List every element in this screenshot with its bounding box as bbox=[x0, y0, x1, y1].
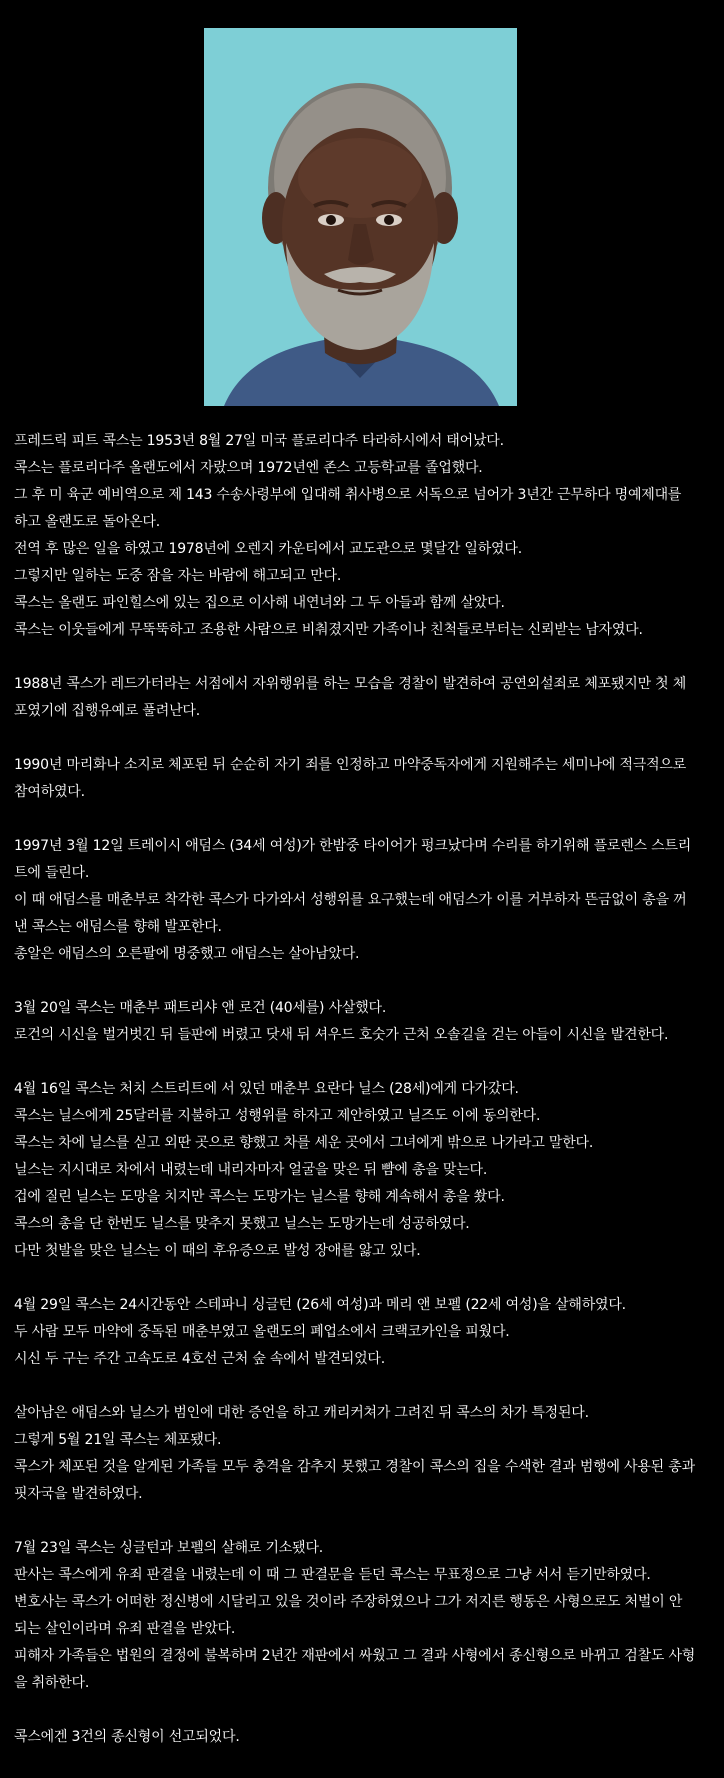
text-line: 4월 29일 콕스는 24시간동안 스테파니 싱글턴 (26세 여성)과 메리 앤 보펠 (22세 여성)을 살해하였다. bbox=[14, 1297, 626, 1313]
text-line: 콕스는 올랜도 파인힐스에 있는 집으로 이사해 내연녀와 그 두 아들과 함께 살았다. bbox=[14, 595, 505, 611]
text-line: 되는 살인이라며 유죄 판결을 받았다. bbox=[14, 1621, 236, 1637]
paragraph-arrest bbox=[14, 1400, 714, 1508]
text-line: 1990년 마리화나 소지로 체포된 뒤 순순히 자기 죄를 인정하고 마약중독자에게 지원해주는 세미나에 적극적으로 bbox=[14, 757, 687, 773]
text-line: 판사는 콕스에게 유죄 판결을 내렸는데 이 때 그 판결문을 듣던 콕스는 무표정으로 그냥 서서 듣기만하였다. bbox=[14, 1567, 651, 1583]
text-line: 을 취하한다. bbox=[14, 1675, 90, 1691]
text-line: 콕스에겐 3건의 종신형이 선고되었다. bbox=[14, 1729, 240, 1745]
text-line: 그렇게 5월 21일 콕스는 체포됐다. bbox=[14, 1432, 222, 1448]
paragraph-april-16 bbox=[14, 1076, 714, 1265]
paragraph-march-12 bbox=[14, 833, 714, 968]
text-line: 1988년 콕스가 레드가터라는 서점에서 자위행위를 하는 모습을 경찰이 발견하여 공연외설죄로 체포됐지만 첫 체 bbox=[14, 676, 687, 692]
text-line: 참여하였다. bbox=[14, 784, 85, 800]
text-line: 겁에 질린 닐스는 도망을 치지만 콕스는 도망가는 닐스를 향해 계속해서 총을 쐈다. bbox=[14, 1189, 505, 1205]
text-line: 낸 콕스는 애덤스를 향해 발포한다. bbox=[14, 919, 222, 935]
text-line: 콕스가 체포된 것을 알게된 가족들 모두 충격을 감추지 못했고 경찰이 콕스의 집을 수색한 결과 범행에 사용된 총과 bbox=[14, 1459, 695, 1475]
paragraph-1988 bbox=[14, 671, 714, 725]
paragraph-april-29 bbox=[14, 1292, 714, 1373]
text-line: 그렇지만 일하는 도중 잠을 자는 바람에 해고되고 만다. bbox=[14, 568, 342, 584]
text-line: 3월 20일 콕스는 매춘부 패트리샤 앤 로건 (40세를) 사살했다. bbox=[14, 1000, 387, 1016]
text-line: 다만 첫발을 맞은 닐스는 이 때의 후유증으로 발성 장애를 앓고 있다. bbox=[14, 1243, 421, 1259]
text-line: 하고 올랜도로 돌아온다. bbox=[14, 514, 160, 530]
text-line: 포였기에 집행유예로 풀려난다. bbox=[14, 703, 200, 719]
text-line: 이 때 애덤스를 매춘부로 착각한 콕스가 다가와서 성행위를 요구했는데 애덤스가 이를 거부하자 뜬금없이 총을 꺼 bbox=[14, 892, 687, 908]
text-line: 콕스는 닐스에게 25달러를 지불하고 성행위를 하자고 제안하였고 닐즈도 이에 동의한다. bbox=[14, 1108, 541, 1124]
text-line: 변호사는 콕스가 어떠한 정신병에 시달리고 있을 것이라 주장하였으나 그가 저지른 행동은 사형으로도 처벌이 안 bbox=[14, 1594, 683, 1610]
text-line: 1997년 3월 12일 트레이시 애덤스 (34세 여성)가 한밤중 타이어가 펑크났다며 수리를 하기위해 플로렌스 스트리 bbox=[14, 838, 692, 854]
text-line: 두 사람 모두 마약에 중독된 매춘부였고 올랜도의 폐업소에서 크랙코카인을 피웠다. bbox=[14, 1324, 510, 1340]
text-line: 로건의 시신을 벌거벗긴 뒤 들판에 버렸고 닷새 뒤 셔우드 호숫가 근처 오솔길을 걷는 아들이 시신을 발견한다. bbox=[14, 1027, 669, 1043]
text-line: 7월 23일 콕스는 싱글턴과 보펠의 살해로 기소됐다. bbox=[14, 1540, 324, 1556]
text-line: 시신 두 구는 주간 고속도로 4호선 근처 숲 속에서 발견되었다. bbox=[14, 1351, 385, 1367]
mugshot-photo bbox=[204, 28, 517, 406]
text-line: 살아남은 애덤스와 닐스가 범인에 대한 증언을 하고 캐리커쳐가 그려진 뒤 콕스의 차가 특정된다. bbox=[14, 1405, 589, 1421]
paragraph-march-20 bbox=[14, 995, 714, 1049]
text-line: 트에 들린다. bbox=[14, 865, 90, 881]
paragraph-sentence bbox=[14, 1724, 714, 1751]
paragraph-1990 bbox=[14, 752, 714, 806]
paragraph-early-life bbox=[14, 428, 714, 644]
text-line: 프레드릭 피트 콕스는 1953년 8월 27일 미국 플로리다주 타라하시에서 태어났다. bbox=[14, 433, 504, 449]
portrait-illustration bbox=[204, 28, 517, 406]
text-line: 그 후 미 육군 예비역으로 제 143 수송사령부에 입대해 취사병으로 서독으로 넘어가 3년간 근무하다 명예제대를 bbox=[14, 487, 682, 503]
text-line: 총알은 애덤스의 오른팔에 명중했고 애덤스는 살아남았다. bbox=[14, 946, 360, 962]
text-line: 4월 16일 콕스는 처치 스트리트에 서 있던 매춘부 요란다 닐스 (28세)에게 다가갔다. bbox=[14, 1081, 519, 1097]
text-line: 콕스는 차에 닐스를 싣고 외딴 곳으로 향했고 차를 세운 곳에서 그녀에게 밖으로 나가라고 말한다. bbox=[14, 1135, 594, 1151]
text-line: 콕스는 이웃들에게 무뚝뚝하고 조용한 사람으로 비춰졌지만 가족이나 친척들로부터는 신뢰받는 남자였다. bbox=[14, 622, 643, 638]
text-line: 피해자 가족들은 법원의 결정에 불복하며 2년간 재판에서 싸웠고 그 결과 사형에서 종신형으로 바뀌고 검찰도 사형 bbox=[14, 1648, 696, 1664]
text-line: 전역 후 많은 일을 하였고 1978년에 오렌지 카운티에서 교도관으로 몇달간 일하였다. bbox=[14, 541, 522, 557]
text-line: 핏자국을 발견하였다. bbox=[14, 1486, 143, 1502]
text-line: 콕스는 플로리다주 올랜도에서 자랐으며 1972년엔 존스 고등학교를 졸업했다. bbox=[14, 460, 483, 476]
text-line: 콕스의 총을 단 한번도 닐스를 맞추지 못했고 닐스는 도망가는데 성공하였다. bbox=[14, 1216, 470, 1232]
paragraph-trial bbox=[14, 1535, 714, 1697]
article-body bbox=[14, 428, 714, 1778]
text-line: 닐스는 지시대로 차에서 내렸는데 내리자마자 얼굴을 맞은 뒤 뺨에 총을 맞는다. bbox=[14, 1162, 488, 1178]
